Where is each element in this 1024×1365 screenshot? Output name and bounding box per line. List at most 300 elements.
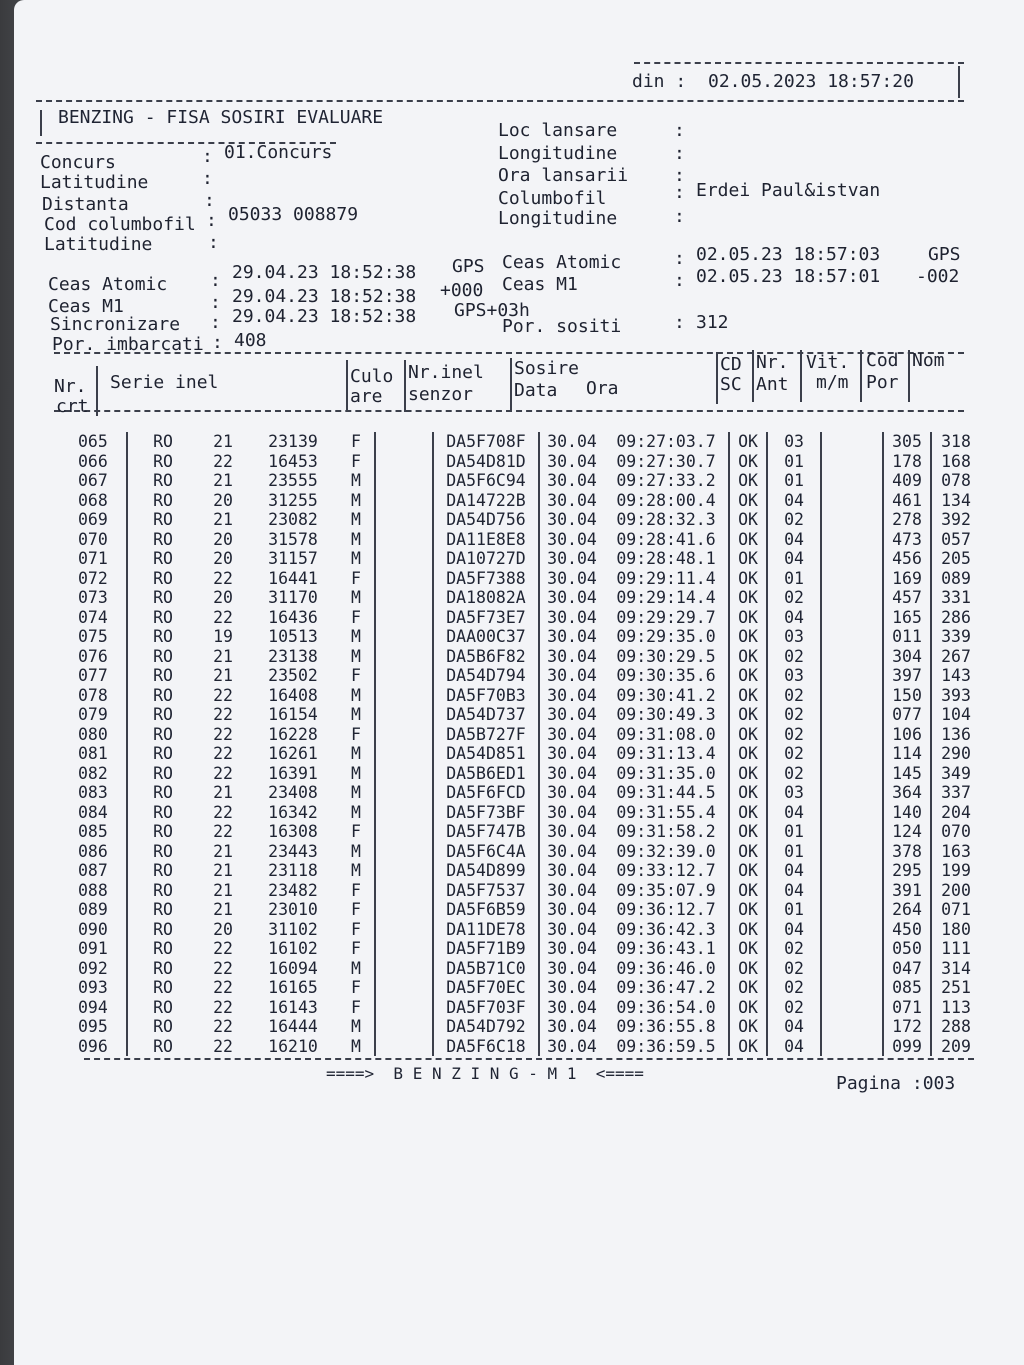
pigeon-code-cell: 305	[883, 432, 931, 452]
col-header-data: Data	[514, 380, 558, 401]
info-label: Distanta	[42, 194, 129, 215]
arrival-date-cell: 30.04	[539, 920, 604, 940]
cd-status-cell: OK	[729, 491, 767, 511]
sync-extra: -002	[916, 266, 960, 287]
color-cell	[375, 608, 433, 628]
sensor-ring-cell: DA5F73E7	[433, 608, 539, 628]
sex-cell: M	[351, 490, 361, 510]
country-code-cell: RO	[127, 530, 198, 550]
cd-status-cell: OK	[729, 530, 767, 550]
ring-number-cell: 23482	[268, 880, 318, 900]
row-number-cell: 080	[78, 724, 108, 744]
color-cell	[375, 530, 433, 550]
table-row	[56, 510, 980, 530]
arrival-time-cell: 09:31:13.4	[616, 744, 716, 763]
arrival-date-cell: 30.04	[539, 881, 604, 901]
color-cell	[375, 744, 433, 764]
sex-cell: M	[351, 783, 361, 802]
ring-number-cell: 31255	[268, 490, 318, 510]
sensor-ring-cell: DA5F7537	[433, 881, 539, 901]
date-value: 02.05.2023 18:57:20	[708, 71, 914, 92]
row-number-cell: 071	[78, 549, 108, 568]
sensor-ring-cell: DA5F70B3	[433, 686, 539, 706]
info-sep: :	[674, 120, 685, 141]
nominated-rank-cell: 104	[931, 705, 980, 725]
ring-year-cell: 22	[213, 1017, 233, 1036]
header-top-rule	[36, 100, 964, 102]
ring-number-cell: 31102	[268, 919, 318, 939]
antenna-number-cell: 02	[767, 588, 821, 608]
table-row	[56, 530, 980, 550]
row-number-cell: 085	[78, 822, 108, 841]
color-cell	[375, 549, 433, 569]
sync-label: Ceas Atomic	[502, 252, 622, 273]
ring-number-cell: 23502	[268, 666, 318, 685]
cd-status-cell: OK	[729, 647, 767, 667]
sync-extra: GPS	[452, 256, 485, 277]
color-cell	[375, 900, 433, 920]
row-number-cell: 073	[78, 588, 108, 607]
antenna-number-cell: 01	[767, 471, 821, 491]
sex-cell: F	[351, 451, 361, 471]
cd-status-cell: OK	[729, 686, 767, 706]
sex-cell: F	[351, 919, 361, 939]
country-code-cell: RO	[127, 686, 198, 706]
sensor-ring-cell: DA5F708F	[433, 432, 539, 452]
antenna-number-cell: 02	[767, 978, 821, 998]
sex-cell: M	[351, 685, 361, 705]
arrival-time-cell: 09:36:12.7	[616, 900, 716, 919]
col-divider	[800, 350, 802, 402]
sensor-ring-cell: DA54D851	[433, 744, 539, 764]
arrival-date-cell: 30.04	[539, 1037, 604, 1057]
sex-cell: F	[351, 880, 361, 900]
country-code-cell: RO	[127, 881, 198, 901]
row-number-cell: 086	[78, 841, 108, 861]
arrival-time-cell: 09:28:32.3	[616, 510, 716, 529]
ring-number-cell: 16453	[268, 451, 318, 471]
color-cell	[375, 686, 433, 706]
country-code-cell: RO	[127, 432, 198, 452]
speed-cell	[821, 1017, 883, 1037]
col-header-mm: m/m	[816, 372, 849, 393]
arrival-date-cell: 30.04	[539, 900, 604, 920]
country-code-cell: RO	[127, 764, 198, 784]
nominated-rank-cell: 393	[931, 686, 980, 706]
pigeon-code-cell: 450	[883, 920, 931, 940]
row-number-cell: 065	[78, 432, 108, 451]
speed-cell	[821, 998, 883, 1018]
cd-status-cell: OK	[729, 608, 767, 628]
antenna-number-cell: 04	[767, 549, 821, 569]
pigeon-code-cell: 473	[883, 530, 931, 550]
col-divider	[752, 350, 754, 402]
ring-year-cell: 22	[213, 802, 233, 822]
sensor-ring-cell: DA18082A	[433, 588, 539, 608]
cd-status-cell: OK	[729, 822, 767, 842]
col-header-culo: Culo	[350, 366, 394, 387]
info-label: Concurs	[40, 152, 116, 173]
table-row	[56, 803, 980, 823]
color-cell	[375, 491, 433, 511]
arrival-time-cell: 09:28:48.1	[616, 549, 716, 568]
ring-year-cell: 20	[213, 549, 233, 568]
pigeon-code-cell: 165	[883, 608, 931, 628]
country-code-cell: RO	[127, 978, 198, 998]
cd-status-cell: OK	[729, 900, 767, 920]
arrival-time-cell: 09:36:47.2	[616, 978, 716, 997]
pigeon-code-cell: 099	[883, 1037, 931, 1057]
info-sep: :	[674, 182, 685, 203]
info-label: Longitudine	[498, 208, 618, 229]
color-cell	[375, 978, 433, 998]
row-number-cell: 078	[78, 685, 108, 705]
table-row	[56, 725, 980, 745]
country-code-cell: RO	[127, 647, 198, 667]
arrival-time-cell: 09:30:49.3	[616, 705, 716, 724]
sex-cell: M	[351, 510, 361, 529]
table-row	[56, 627, 980, 647]
ring-number-cell: 23408	[268, 783, 318, 802]
sensor-ring-cell: DA5F71B9	[433, 939, 539, 959]
info-sep: :	[202, 168, 213, 189]
sensor-ring-cell: DA5F6C4A	[433, 842, 539, 862]
col-header-por: Por	[866, 372, 899, 393]
sensor-ring-cell: DA5F7388	[433, 569, 539, 589]
antenna-number-cell: 01	[767, 452, 821, 472]
arrival-date-cell: 30.04	[539, 822, 604, 842]
sensor-ring-cell: DA11E8E8	[433, 530, 539, 550]
table-row	[56, 647, 980, 667]
col-divider	[404, 360, 406, 412]
antenna-number-cell: 02	[767, 725, 821, 745]
arrival-time-cell: 09:30:41.2	[616, 685, 716, 705]
color-cell	[375, 881, 433, 901]
col-header-nr-ant: Nr.	[756, 352, 789, 373]
country-code-cell: RO	[127, 900, 198, 920]
table-row	[56, 1017, 980, 1037]
color-cell	[375, 510, 433, 530]
nominated-rank-cell: 057	[931, 530, 980, 550]
sensor-ring-cell: DA5F6B59	[433, 900, 539, 920]
sensor-ring-cell: DA10727D	[433, 549, 539, 569]
row-number-cell: 077	[78, 666, 108, 685]
arrival-date-cell: 30.04	[539, 939, 604, 959]
info-label: Loc lansare	[498, 120, 618, 141]
row-number-cell: 082	[78, 763, 108, 783]
country-code-cell: RO	[127, 491, 198, 511]
color-cell	[375, 1017, 433, 1037]
sensor-ring-cell: DA5F703F	[433, 998, 539, 1018]
arrival-date-cell: 30.04	[539, 491, 604, 511]
nominated-rank-cell: 078	[931, 471, 980, 491]
nominated-rank-cell: 111	[931, 939, 980, 959]
col-header-serie: Serie inel	[110, 372, 219, 393]
arrival-date-cell: 30.04	[539, 608, 604, 628]
info-sep: :	[208, 232, 219, 253]
antenna-number-cell: 01	[767, 822, 821, 842]
col-header-sc: SC	[720, 374, 742, 395]
sex-cell: M	[351, 549, 361, 568]
speed-cell	[821, 549, 883, 569]
row-number-cell: 096	[78, 1036, 108, 1056]
table-row	[56, 998, 980, 1018]
ring-number-cell: 16094	[268, 958, 318, 978]
cd-status-cell: OK	[729, 569, 767, 589]
color-cell	[375, 725, 433, 745]
color-cell	[375, 1037, 433, 1057]
sensor-ring-cell: DA5F6FCD	[433, 783, 539, 803]
sync-value: 29.04.23 18:52:38	[232, 262, 417, 283]
info-sep: :	[674, 165, 685, 186]
ring-year-cell: 22	[213, 744, 233, 763]
antenna-number-cell: 03	[767, 432, 821, 452]
col-divider	[716, 352, 718, 404]
pigeon-code-cell: 378	[883, 842, 931, 862]
arrival-time-cell: 09:30:29.5	[616, 646, 716, 666]
country-code-cell: RO	[127, 959, 198, 979]
antenna-number-cell: 04	[767, 881, 821, 901]
color-cell	[375, 920, 433, 940]
table-row	[56, 686, 980, 706]
nominated-rank-cell: 288	[931, 1017, 980, 1037]
sex-cell: F	[351, 939, 361, 958]
sex-cell: M	[351, 529, 361, 549]
info-value: 05033 008879	[228, 204, 359, 225]
info-label: Columbofil	[498, 188, 607, 209]
arrival-time-cell: 09:28:41.6	[616, 529, 716, 549]
col-header-nom: Nom	[912, 350, 945, 371]
pigeon-code-cell: 140	[883, 803, 931, 823]
color-cell	[375, 822, 433, 842]
table-row	[56, 471, 980, 491]
sex-cell: F	[351, 666, 361, 685]
arrival-time-cell: 09:31:08.0	[616, 724, 716, 744]
info-sep: :	[674, 206, 685, 227]
cd-status-cell: OK	[729, 744, 767, 764]
col-header-ora: Ora	[586, 378, 619, 399]
sync-label: Ceas M1	[502, 274, 578, 295]
ring-number-cell: 16436	[268, 607, 318, 627]
row-number-cell: 087	[78, 861, 108, 880]
color-cell	[375, 998, 433, 1018]
cd-status-cell: OK	[729, 549, 767, 569]
col-header-sosire: Sosire	[514, 358, 580, 379]
row-number-cell: 076	[78, 646, 108, 666]
row-number-cell: 093	[78, 978, 108, 997]
ring-year-cell: 21	[213, 900, 233, 919]
country-code-cell: RO	[127, 725, 198, 745]
table-bottom-rule	[84, 1058, 974, 1060]
ring-number-cell: 16154	[268, 705, 318, 724]
cd-status-cell: OK	[729, 510, 767, 530]
nominated-rank-cell: 392	[931, 510, 980, 530]
arrival-time-cell: 09:31:44.5	[616, 783, 716, 802]
ring-number-cell: 23443	[268, 841, 318, 861]
antenna-number-cell: 03	[767, 666, 821, 686]
nominated-rank-cell: 134	[931, 491, 980, 511]
ring-year-cell: 21	[213, 880, 233, 900]
cd-status-cell: OK	[729, 1017, 767, 1037]
antenna-number-cell: 03	[767, 783, 821, 803]
sync-sep: :	[674, 312, 685, 333]
table-row	[56, 452, 980, 472]
arrival-date-cell: 30.04	[539, 998, 604, 1018]
speed-cell	[821, 783, 883, 803]
cd-status-cell: OK	[729, 588, 767, 608]
pigeon-code-cell: 085	[883, 978, 931, 998]
country-code-cell: RO	[127, 608, 198, 628]
speed-cell	[821, 744, 883, 764]
cd-status-cell: OK	[729, 881, 767, 901]
info-sep: :	[204, 190, 215, 211]
ring-year-cell: 21	[213, 783, 233, 802]
printout-paper	[14, 0, 1024, 1365]
ring-number-cell: 23139	[268, 432, 318, 451]
antenna-number-cell: 04	[767, 1037, 821, 1057]
country-code-cell: RO	[127, 510, 198, 530]
antenna-number-cell: 04	[767, 920, 821, 940]
color-cell	[375, 666, 433, 686]
table-row	[56, 549, 980, 569]
speed-cell	[821, 666, 883, 686]
speed-cell	[821, 510, 883, 530]
arrival-date-cell: 30.04	[539, 783, 604, 803]
sex-cell: M	[351, 744, 361, 763]
col-header-senzor: senzor	[408, 384, 474, 405]
arrival-date-cell: 30.04	[539, 959, 604, 979]
row-number-cell: 075	[78, 627, 108, 646]
arrival-date-cell: 30.04	[539, 627, 604, 647]
country-code-cell: RO	[127, 803, 198, 823]
nominated-rank-cell: 337	[931, 783, 980, 803]
arrival-date-cell: 30.04	[539, 686, 604, 706]
arrival-time-cell: 09:31:58.2	[616, 822, 716, 841]
antenna-number-cell: 02	[767, 510, 821, 530]
color-cell	[375, 647, 433, 667]
pigeon-code-cell: 169	[883, 569, 931, 589]
sync-label: Por. sositi	[502, 316, 622, 337]
row-number-cell: 070	[78, 529, 108, 549]
sex-cell: F	[351, 724, 361, 744]
info-label: Ora lansarii	[498, 165, 629, 186]
info-label: Longitudine	[498, 143, 618, 164]
sensor-ring-cell: DA54D792	[433, 1017, 539, 1037]
color-cell	[375, 764, 433, 784]
table-row	[56, 491, 980, 511]
pigeon-code-cell: 295	[883, 861, 931, 881]
sync-label: Ceas M1	[48, 296, 124, 317]
arrival-time-cell: 09:35:07.9	[616, 880, 716, 900]
sync-sep: :	[674, 248, 685, 269]
cd-status-cell: OK	[729, 666, 767, 686]
arrival-date-cell: 30.04	[539, 803, 604, 823]
col-divider	[510, 358, 512, 410]
ring-year-cell: 20	[213, 588, 233, 607]
ring-number-cell: 16102	[268, 939, 318, 958]
cd-status-cell: OK	[729, 842, 767, 862]
pigeon-code-cell: 011	[883, 627, 931, 647]
ring-year-cell: 21	[213, 510, 233, 529]
nominated-rank-cell: 143	[931, 666, 980, 686]
ring-number-cell: 31157	[268, 549, 318, 568]
cd-status-cell: OK	[729, 471, 767, 491]
sex-cell: F	[351, 432, 361, 451]
table-row	[56, 939, 980, 959]
arrival-time-cell: 09:31:55.4	[616, 802, 716, 822]
ring-number-cell: 16261	[268, 744, 318, 763]
table-row	[56, 1037, 980, 1057]
nominated-rank-cell: 089	[931, 569, 980, 589]
speed-cell	[821, 881, 883, 901]
color-cell	[375, 783, 433, 803]
arrival-date-cell: 30.04	[539, 842, 604, 862]
arrival-time-cell: 09:32:39.0	[616, 841, 716, 861]
color-cell	[375, 939, 433, 959]
sensor-ring-cell: DA54D756	[433, 510, 539, 530]
sex-cell: M	[351, 1036, 361, 1056]
antenna-number-cell: 02	[767, 764, 821, 784]
pigeon-code-cell: 304	[883, 647, 931, 667]
col-divider	[860, 350, 862, 402]
arrival-time-cell: 09:29:29.7	[616, 607, 716, 627]
antenna-number-cell: 04	[767, 1017, 821, 1037]
col-divider	[96, 366, 98, 416]
ring-number-cell: 16143	[268, 997, 318, 1017]
speed-cell	[821, 900, 883, 920]
sex-cell: M	[351, 588, 361, 607]
nominated-rank-cell: 251	[931, 978, 980, 998]
sync-value: 02.05.23 18:57:01	[696, 266, 881, 287]
arrival-date-cell: 30.04	[539, 725, 604, 745]
arrival-date-cell: 30.04	[539, 744, 604, 764]
ring-year-cell: 20	[213, 490, 233, 510]
arrival-time-cell: 09:30:35.6	[616, 666, 716, 685]
ring-year-cell: 22	[213, 763, 233, 783]
speed-cell	[821, 705, 883, 725]
ring-year-cell: 22	[213, 822, 233, 841]
table-row	[56, 569, 980, 589]
page-title: BENZING - FISA SOSIRI EVALUARE	[58, 107, 384, 128]
col-header-crt: crt	[56, 396, 89, 417]
row-number-cell: 081	[78, 744, 108, 763]
arrival-date-cell: 30.04	[539, 530, 604, 550]
ring-year-cell: 22	[213, 1036, 233, 1056]
pigeon-code-cell: 077	[883, 705, 931, 725]
antenna-number-cell: 03	[767, 627, 821, 647]
speed-cell	[821, 471, 883, 491]
nominated-rank-cell: 286	[931, 608, 980, 628]
sex-cell: M	[351, 861, 361, 880]
row-number-cell: 092	[78, 958, 108, 978]
sex-cell: M	[351, 705, 361, 724]
info-sep: :	[206, 210, 217, 231]
pigeon-code-cell: 409	[883, 471, 931, 491]
speed-cell	[821, 569, 883, 589]
row-number-cell: 088	[78, 880, 108, 900]
speed-cell	[821, 978, 883, 998]
nominated-rank-cell: 070	[931, 822, 980, 842]
ring-number-cell: 10513	[268, 627, 318, 646]
country-code-cell: RO	[127, 744, 198, 764]
row-number-cell: 083	[78, 783, 108, 802]
sex-cell: M	[351, 763, 361, 783]
info-sep: :	[202, 146, 213, 167]
arrival-time-cell: 09:29:35.0	[616, 627, 716, 646]
sync-sep: :	[212, 332, 223, 353]
speed-cell	[821, 647, 883, 667]
sync-sep: :	[210, 312, 221, 333]
